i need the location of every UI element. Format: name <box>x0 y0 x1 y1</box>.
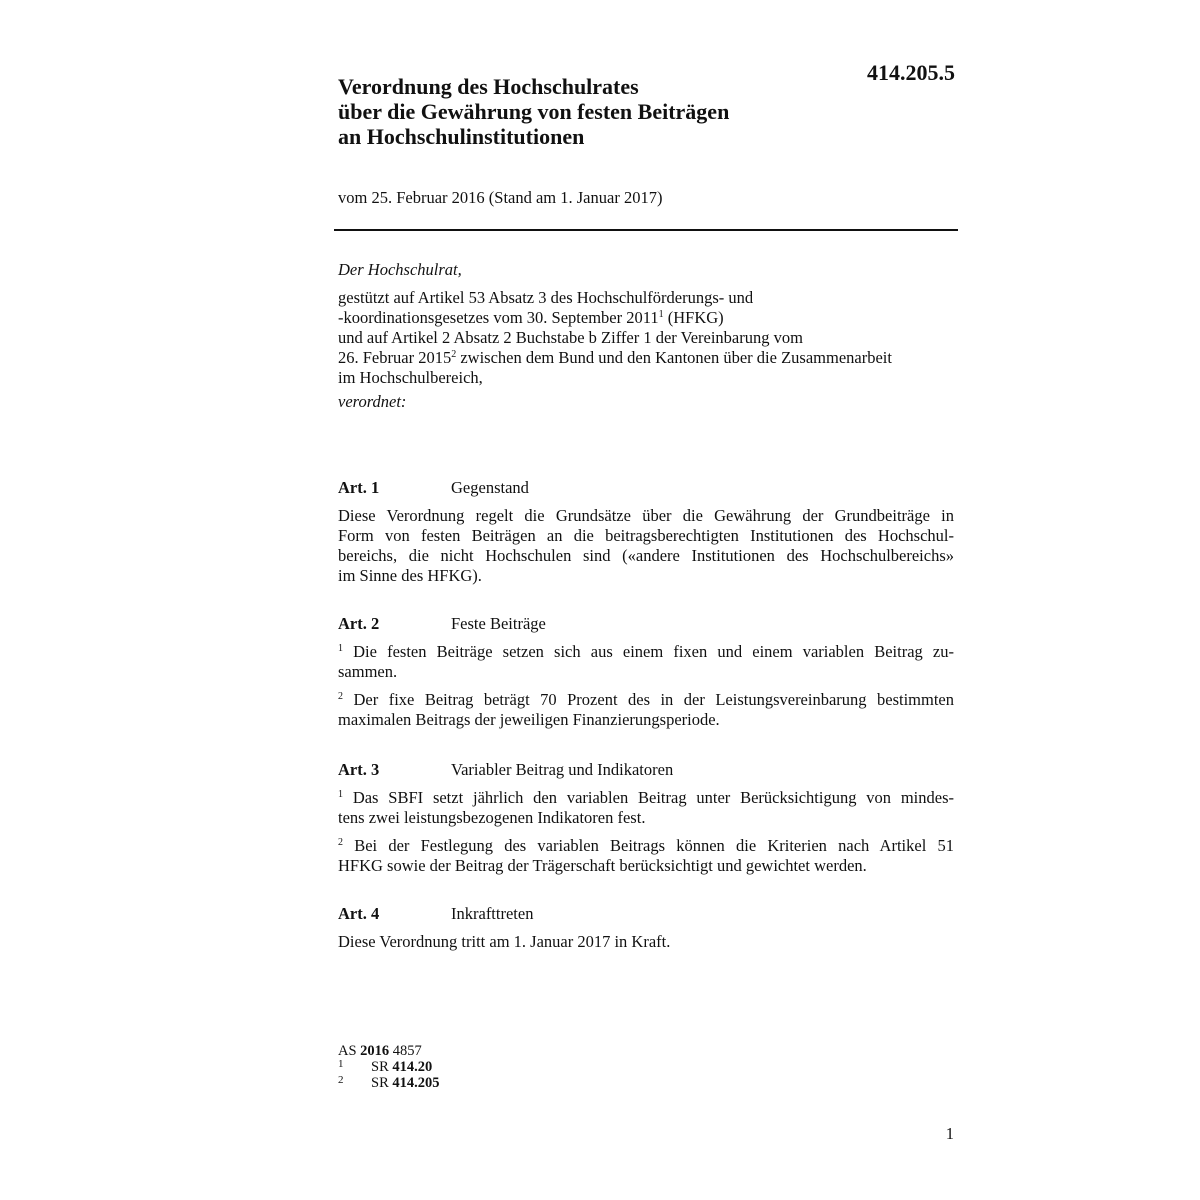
paragraph-line <box>338 932 954 952</box>
line-text: Diese Verordnung tritt am 1. Januar 2017 in Kraft. <box>338 932 671 951</box>
article-number: Art. 4 <box>338 904 380 923</box>
footnote-prefix: SR <box>371 1075 393 1091</box>
paragraph-number: 2 <box>338 837 343 848</box>
article-number: Art. 3 <box>338 760 380 779</box>
article-heading <box>338 760 954 780</box>
paragraph-line <box>338 566 954 586</box>
paragraph-number: 1 <box>338 643 343 654</box>
article-title: Feste Beiträge <box>451 614 546 633</box>
line-text: Form von festen Beiträgen an die beitragsberechtigten Institutionen des Hochschul- <box>338 526 954 545</box>
preamble-text: -koordinationsgesetzes vom 30. September 2011 <box>338 308 659 327</box>
article-title: Gegenstand <box>451 478 529 497</box>
article-title: Variabler Beitrag und Indikatoren <box>451 760 674 779</box>
as-prefix: AS <box>338 1043 361 1059</box>
title-line: an Hochschulinstitutionen <box>338 124 585 149</box>
article-title: Inkrafttreten <box>451 904 534 923</box>
line-text: Diese Verordnung regelt die Grundsätze über die Gewährung der Grundbeiträge in <box>338 506 954 525</box>
line-text: tens zwei leistungsbezogenen Indikatoren fest. <box>338 808 646 827</box>
preamble-line: im Hochschulbereich, <box>338 368 483 387</box>
line-text: sammen. <box>338 662 398 681</box>
paragraph-line <box>338 856 954 876</box>
footnotes <box>338 1043 440 1091</box>
article-heading <box>338 478 954 498</box>
article-paragraph <box>338 788 954 828</box>
date-line: vom 25. Februar 2016 (Stand am 1. Januar 2017) <box>338 188 663 207</box>
header-divider <box>334 229 958 231</box>
paragraph-number: 1 <box>338 789 343 800</box>
article-2 <box>338 614 954 738</box>
article-paragraph <box>338 932 954 952</box>
article-heading <box>338 904 954 924</box>
preamble-line <box>338 348 958 368</box>
paragraph-line <box>338 710 954 730</box>
paragraph-line <box>338 546 954 566</box>
preamble-text: (HFKG) <box>663 308 724 327</box>
article-1 <box>338 478 954 594</box>
article-paragraph <box>338 836 954 876</box>
line-text: Die festen Beiträge setzen sich aus einem fixen und einem variablen Beitrag zu- <box>353 642 954 661</box>
as-year: 2016 <box>360 1043 390 1059</box>
article-4 <box>338 904 954 960</box>
article-3 <box>338 760 954 884</box>
page-number: 1 <box>945 1124 954 1143</box>
line-text: im Sinne des HFKG). <box>338 566 482 585</box>
line-text: HFKG sowie der Beitrag der Trägerschaft berücksichtigt und gewichtet werden. <box>338 856 867 875</box>
document-title <box>338 74 858 149</box>
line-text: maximalen Beitrags der jeweiligen Finanzierungsperiode. <box>338 710 720 729</box>
paragraph-line <box>338 788 954 808</box>
preamble-text: 26. Februar 2015 <box>338 348 452 367</box>
sr-number: 414.205.5 <box>867 60 955 85</box>
preamble-line: gestützt auf Artikel 53 Absatz 3 des Hochschulförderungs- und <box>338 288 754 307</box>
preamble <box>338 260 958 412</box>
preamble-authority: Der Hochschulrat, <box>338 260 462 279</box>
line-text: bereichs, die nicht Hochschulen sind («andere Institutionen des Hochschulbereichs» <box>338 546 954 565</box>
paragraph-line <box>338 690 954 710</box>
paragraph-line <box>338 506 954 526</box>
footnote-item <box>338 1075 440 1091</box>
preamble-text: zwischen dem Bund und den Kantonen über die Zusammenarbeit <box>456 348 892 367</box>
footnote-sr-link[interactable]: 414.205 <box>392 1075 440 1091</box>
paragraph-line <box>338 808 954 828</box>
article-number: Art. 1 <box>338 478 380 497</box>
paragraph-line <box>338 526 954 546</box>
as-page: 4857 <box>389 1043 422 1059</box>
preamble-verordnet: verordnet: <box>338 392 407 411</box>
preamble-line: und auf Artikel 2 Absatz 2 Buchstabe b Ziffer 1 der Vereinbarung vom <box>338 328 803 347</box>
footnote-ref[interactable]: 1 <box>658 309 664 320</box>
preamble-body <box>338 288 958 388</box>
article-heading <box>338 614 954 634</box>
footnote-mark: 1 <box>338 1058 344 1070</box>
footnote-mark: 2 <box>338 1074 344 1086</box>
paragraph-number: 2 <box>338 691 343 702</box>
line-text: Das SBFI setzt jährlich den variablen Beitrag unter Berücksichtigung von mindes- <box>352 788 955 807</box>
footnote-sr-link[interactable]: 414.20 <box>392 1059 433 1075</box>
footnote-ref[interactable]: 2 <box>451 349 457 360</box>
title-line: Verordnung des Hochschulrates <box>338 74 639 99</box>
article-paragraph <box>338 642 954 682</box>
article-paragraph <box>338 690 954 730</box>
title-line: über die Gewährung von festen Beiträgen <box>338 99 730 124</box>
paragraph-line <box>338 642 954 662</box>
paragraph-line <box>338 662 954 682</box>
paragraph-line <box>338 836 954 856</box>
article-paragraph <box>338 506 954 586</box>
preamble-line <box>338 308 958 328</box>
line-text: Bei der Festlegung des variablen Beitrags können die Kriterien nach Artikel 51 <box>354 836 954 855</box>
line-text: Der fixe Beitrag beträgt 70 Prozent des in der Leistungsvereinbarung bestimmten <box>353 690 955 709</box>
article-number: Art. 2 <box>338 614 380 633</box>
footnote-prefix: SR <box>371 1059 393 1075</box>
